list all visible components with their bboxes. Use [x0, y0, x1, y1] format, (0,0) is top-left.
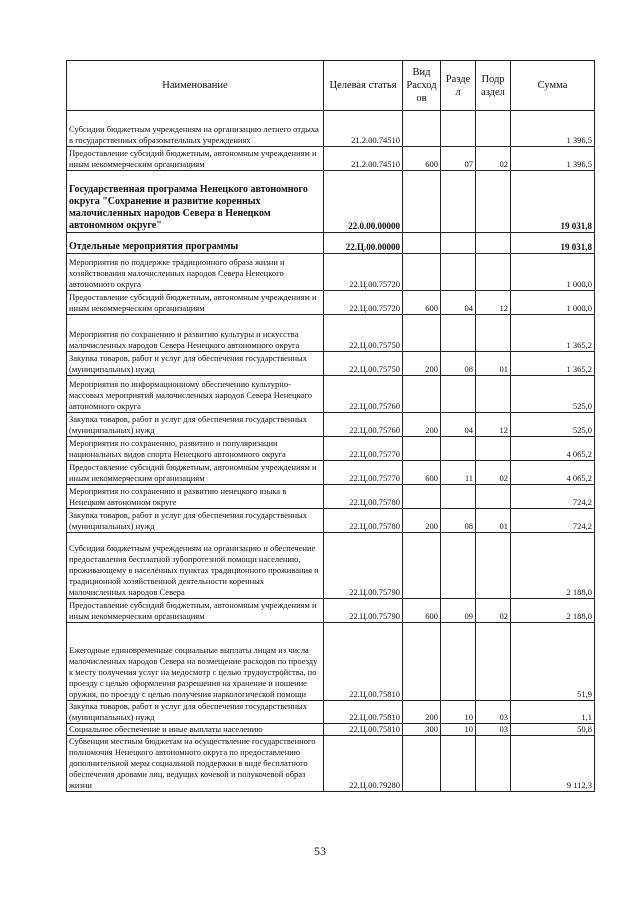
row-target-article: 22.Ц.00.75750	[324, 315, 403, 352]
table-row	[67, 147, 595, 171]
table-row	[67, 437, 595, 461]
row-section	[441, 233, 476, 254]
row-target-article: 22.Ц.00.75720	[324, 254, 403, 291]
row-name: Закупка товаров, работ и услуг для обеспечения государственных (муниципальных) нужд	[67, 509, 324, 533]
row-name: Субсидии бюджетным учреждениям на организацию и обеспечение предоставления бесплатной зубопротезной помощи населению, проживающему в населённых пунктах традиционного проживания и традиционной хозяйственной деятельности коренных малочисленных народов Севера	[67, 533, 324, 599]
row-sum: 724,2	[511, 485, 595, 509]
row-target-article: 22.0.00.00000	[324, 171, 403, 233]
header-sum: Сумма	[511, 61, 595, 111]
row-section	[441, 437, 476, 461]
row-target-article: 22.Ц.00.75790	[324, 599, 403, 623]
row-expense-type: 600	[403, 291, 441, 315]
row-section: 09	[441, 599, 476, 623]
row-subsection: 03	[476, 701, 511, 724]
row-sum: 1 000,0	[511, 254, 595, 291]
row-name: Предоставление субсидий бюджетным, автономным учреждениям и иным некоммерческим организациям	[67, 291, 324, 315]
row-sum: 4 065,2	[511, 437, 595, 461]
row-expense-type	[403, 233, 441, 254]
table-row	[67, 315, 595, 352]
header-expense-type: Вид Расход ов	[403, 61, 441, 111]
row-expense-type: 200	[403, 509, 441, 533]
row-section	[441, 254, 476, 291]
header-target-article: Целевая статья	[324, 61, 403, 111]
row-name: Закупка товаров, работ и услуг для обеспечения государственных (муниципальных) нужд	[67, 701, 324, 724]
table-row	[67, 254, 595, 291]
row-name: Ежегодные единовременные социальные выплаты лицам из числа малочисленных народов Севера на возмещение расходов по проезду к месту получения услуг на медосмотр с целью трудоустройства, по проезду с целью оформления разрешения на хранение и ношение оружия, по проезду с целью получения наркологической помощи	[67, 623, 324, 701]
row-subsection: 02	[476, 461, 511, 485]
row-expense-type: 300	[403, 724, 441, 736]
row-name: Мероприятия по сохранению, развитию и популяризации национальных видов спорта Ненецкого автономного округа	[67, 437, 324, 461]
table-row	[67, 461, 595, 485]
row-subsection: 02	[476, 147, 511, 171]
row-target-article: 22.Ц.00.75810	[324, 623, 403, 701]
table-row	[67, 233, 595, 254]
row-sum: 525,0	[511, 376, 595, 413]
table-row	[67, 736, 595, 792]
row-sum: 2 188,0	[511, 533, 595, 599]
row-subsection	[476, 111, 511, 147]
row-sum: 525,0	[511, 413, 595, 437]
row-expense-type	[403, 376, 441, 413]
row-name: Субвенция местным бюджетам на осуществление государственного полномочия Ненецкого автономного округа по предоставлению дополнительной меры социальной поддержки в виде бесплатного обеспечения дровами лиц, ведущих кочевой и полукочевой образ жизни	[67, 736, 324, 792]
row-name: Мероприятия по сохранению и развитию ненецкого языка в Ненецком автономном округе	[67, 485, 324, 509]
row-subsection	[476, 485, 511, 509]
table-row	[67, 291, 595, 315]
table-row	[67, 111, 595, 147]
row-name: Отдельные мероприятия программы	[67, 233, 324, 254]
row-target-article: 21.2.00.74510	[324, 147, 403, 171]
row-subsection: 12	[476, 413, 511, 437]
row-expense-type	[403, 533, 441, 599]
row-subsection	[476, 736, 511, 792]
row-expense-type: 600	[403, 461, 441, 485]
row-sum: 4 065,2	[511, 461, 595, 485]
row-subsection: 01	[476, 509, 511, 533]
row-name: Мероприятия по информационному обеспечению культурно-массовых мероприятий малочисленных народов Севера Ненецкого автономного округа	[67, 376, 324, 413]
row-sum: 19 031,8	[511, 233, 595, 254]
row-name: Социальное обеспечение и иные выплаты населению	[67, 724, 324, 736]
row-subsection: 03	[476, 724, 511, 736]
row-section: 08	[441, 509, 476, 533]
table-row	[67, 413, 595, 437]
row-name: Предоставление субсидий бюджетным, автономным учреждениям и иным некоммерческим организациям	[67, 599, 324, 623]
row-sum: 724,2	[511, 509, 595, 533]
table-row	[67, 599, 595, 623]
row-name: Закупка товаров, работ и услуг для обеспечения государственных (муниципальных) нужд	[67, 413, 324, 437]
table-row	[67, 485, 595, 509]
row-section: 08	[441, 352, 476, 376]
row-expense-type	[403, 485, 441, 509]
row-sum: 9 112,3	[511, 736, 595, 792]
row-subsection	[476, 254, 511, 291]
row-subsection	[476, 533, 511, 599]
row-target-article: 22.Ц.00.75770	[324, 437, 403, 461]
row-sum: 1 000,0	[511, 291, 595, 315]
row-subsection	[476, 315, 511, 352]
row-expense-type: 200	[403, 352, 441, 376]
table-row	[67, 623, 595, 701]
row-name: Мероприятия по сохранению и развитию культуры и искусства малочисленных народов Севера Ненецкого автономного округа	[67, 315, 324, 352]
row-name: Предоставление субсидий бюджетным, автономным учреждениям и иным некоммерческим организациям	[67, 461, 324, 485]
row-subsection	[476, 233, 511, 254]
row-target-article: 22.Ц.00.75760	[324, 413, 403, 437]
row-target-article: 22.Ц.00.00000	[324, 233, 403, 254]
row-name: Предоставление субсидий бюджетным, автономным учреждениям и иным некоммерческим организациям	[67, 147, 324, 171]
table-row	[67, 509, 595, 533]
row-target-article: 22.Ц.00.75770	[324, 461, 403, 485]
row-section: 10	[441, 724, 476, 736]
row-subsection: 01	[476, 352, 511, 376]
row-section	[441, 171, 476, 233]
table-body	[67, 111, 595, 792]
row-name: Закупка товаров, работ и услуг для обеспечения государственных (муниципальных) нужд	[67, 352, 324, 376]
page-number: 53	[314, 844, 326, 858]
row-target-article: 22.Ц.00.75790	[324, 533, 403, 599]
row-subsection	[476, 623, 511, 701]
row-sum: 1,1	[511, 701, 595, 724]
budget-table	[66, 60, 595, 792]
row-sum: 1 365,2	[511, 315, 595, 352]
table-row	[67, 533, 595, 599]
row-section: 04	[441, 291, 476, 315]
header-subsection: Подр аздел	[476, 61, 511, 111]
table-row	[67, 724, 595, 736]
table-row	[67, 171, 595, 233]
row-expense-type: 600	[403, 147, 441, 171]
row-subsection: 12	[476, 291, 511, 315]
row-section: 11	[441, 461, 476, 485]
row-expense-type	[403, 111, 441, 147]
row-expense-type	[403, 437, 441, 461]
row-section	[441, 533, 476, 599]
row-sum: 51,9	[511, 623, 595, 701]
row-section: 07	[441, 147, 476, 171]
row-target-article: 22.Ц.00.75760	[324, 376, 403, 413]
row-sum: 50,8	[511, 724, 595, 736]
row-subsection	[476, 376, 511, 413]
row-section	[441, 736, 476, 792]
row-subsection	[476, 437, 511, 461]
row-name: Субсидии бюджетным учреждениям на организацию летнего отдыха в государственных образовательных учреждениях	[67, 111, 324, 147]
row-target-article: 21.2.00.74510	[324, 111, 403, 147]
row-section	[441, 315, 476, 352]
header-row	[67, 61, 595, 111]
row-expense-type	[403, 315, 441, 352]
row-sum: 1 396,5	[511, 147, 595, 171]
row-sum: 1 396,5	[511, 111, 595, 147]
row-expense-type: 200	[403, 701, 441, 724]
row-expense-type: 600	[403, 599, 441, 623]
row-section: 10	[441, 701, 476, 724]
table-row	[67, 701, 595, 724]
row-target-article: 22.Ц.00.75810	[324, 701, 403, 724]
row-section	[441, 623, 476, 701]
row-target-article: 22.Ц.00.75750	[324, 352, 403, 376]
header-section: Разде л	[441, 61, 476, 111]
row-expense-type	[403, 171, 441, 233]
row-target-article: 22.Ц.00.79280	[324, 736, 403, 792]
row-expense-type: 200	[403, 413, 441, 437]
table-row	[67, 376, 595, 413]
row-target-article: 22.Ц.00.75810	[324, 724, 403, 736]
row-sum: 1 365,2	[511, 352, 595, 376]
row-target-article: 22.Ц.00.75720	[324, 291, 403, 315]
row-sum: 2 188,0	[511, 599, 595, 623]
row-sum: 19 031,8	[511, 171, 595, 233]
row-subsection	[476, 171, 511, 233]
row-section	[441, 376, 476, 413]
row-name: Мероприятия по поддержке традиционного образа жизни и хозяйствования малочисленных народов Севера Ненецкого автономного округа	[67, 254, 324, 291]
row-section	[441, 111, 476, 147]
row-expense-type	[403, 254, 441, 291]
row-name: Государственная программа Ненецкого автономного округа "Сохранение и развитие коренных малочисленных народов Севера в Ненецком автономном округе"	[67, 171, 324, 233]
header-name: Наименование	[67, 61, 324, 111]
row-section: 04	[441, 413, 476, 437]
row-expense-type	[403, 623, 441, 701]
row-section	[441, 485, 476, 509]
row-expense-type	[403, 736, 441, 792]
row-target-article: 22.Ц.00.75780	[324, 485, 403, 509]
row-target-article: 22.Ц.00.75780	[324, 509, 403, 533]
table-row	[67, 352, 595, 376]
row-subsection: 02	[476, 599, 511, 623]
